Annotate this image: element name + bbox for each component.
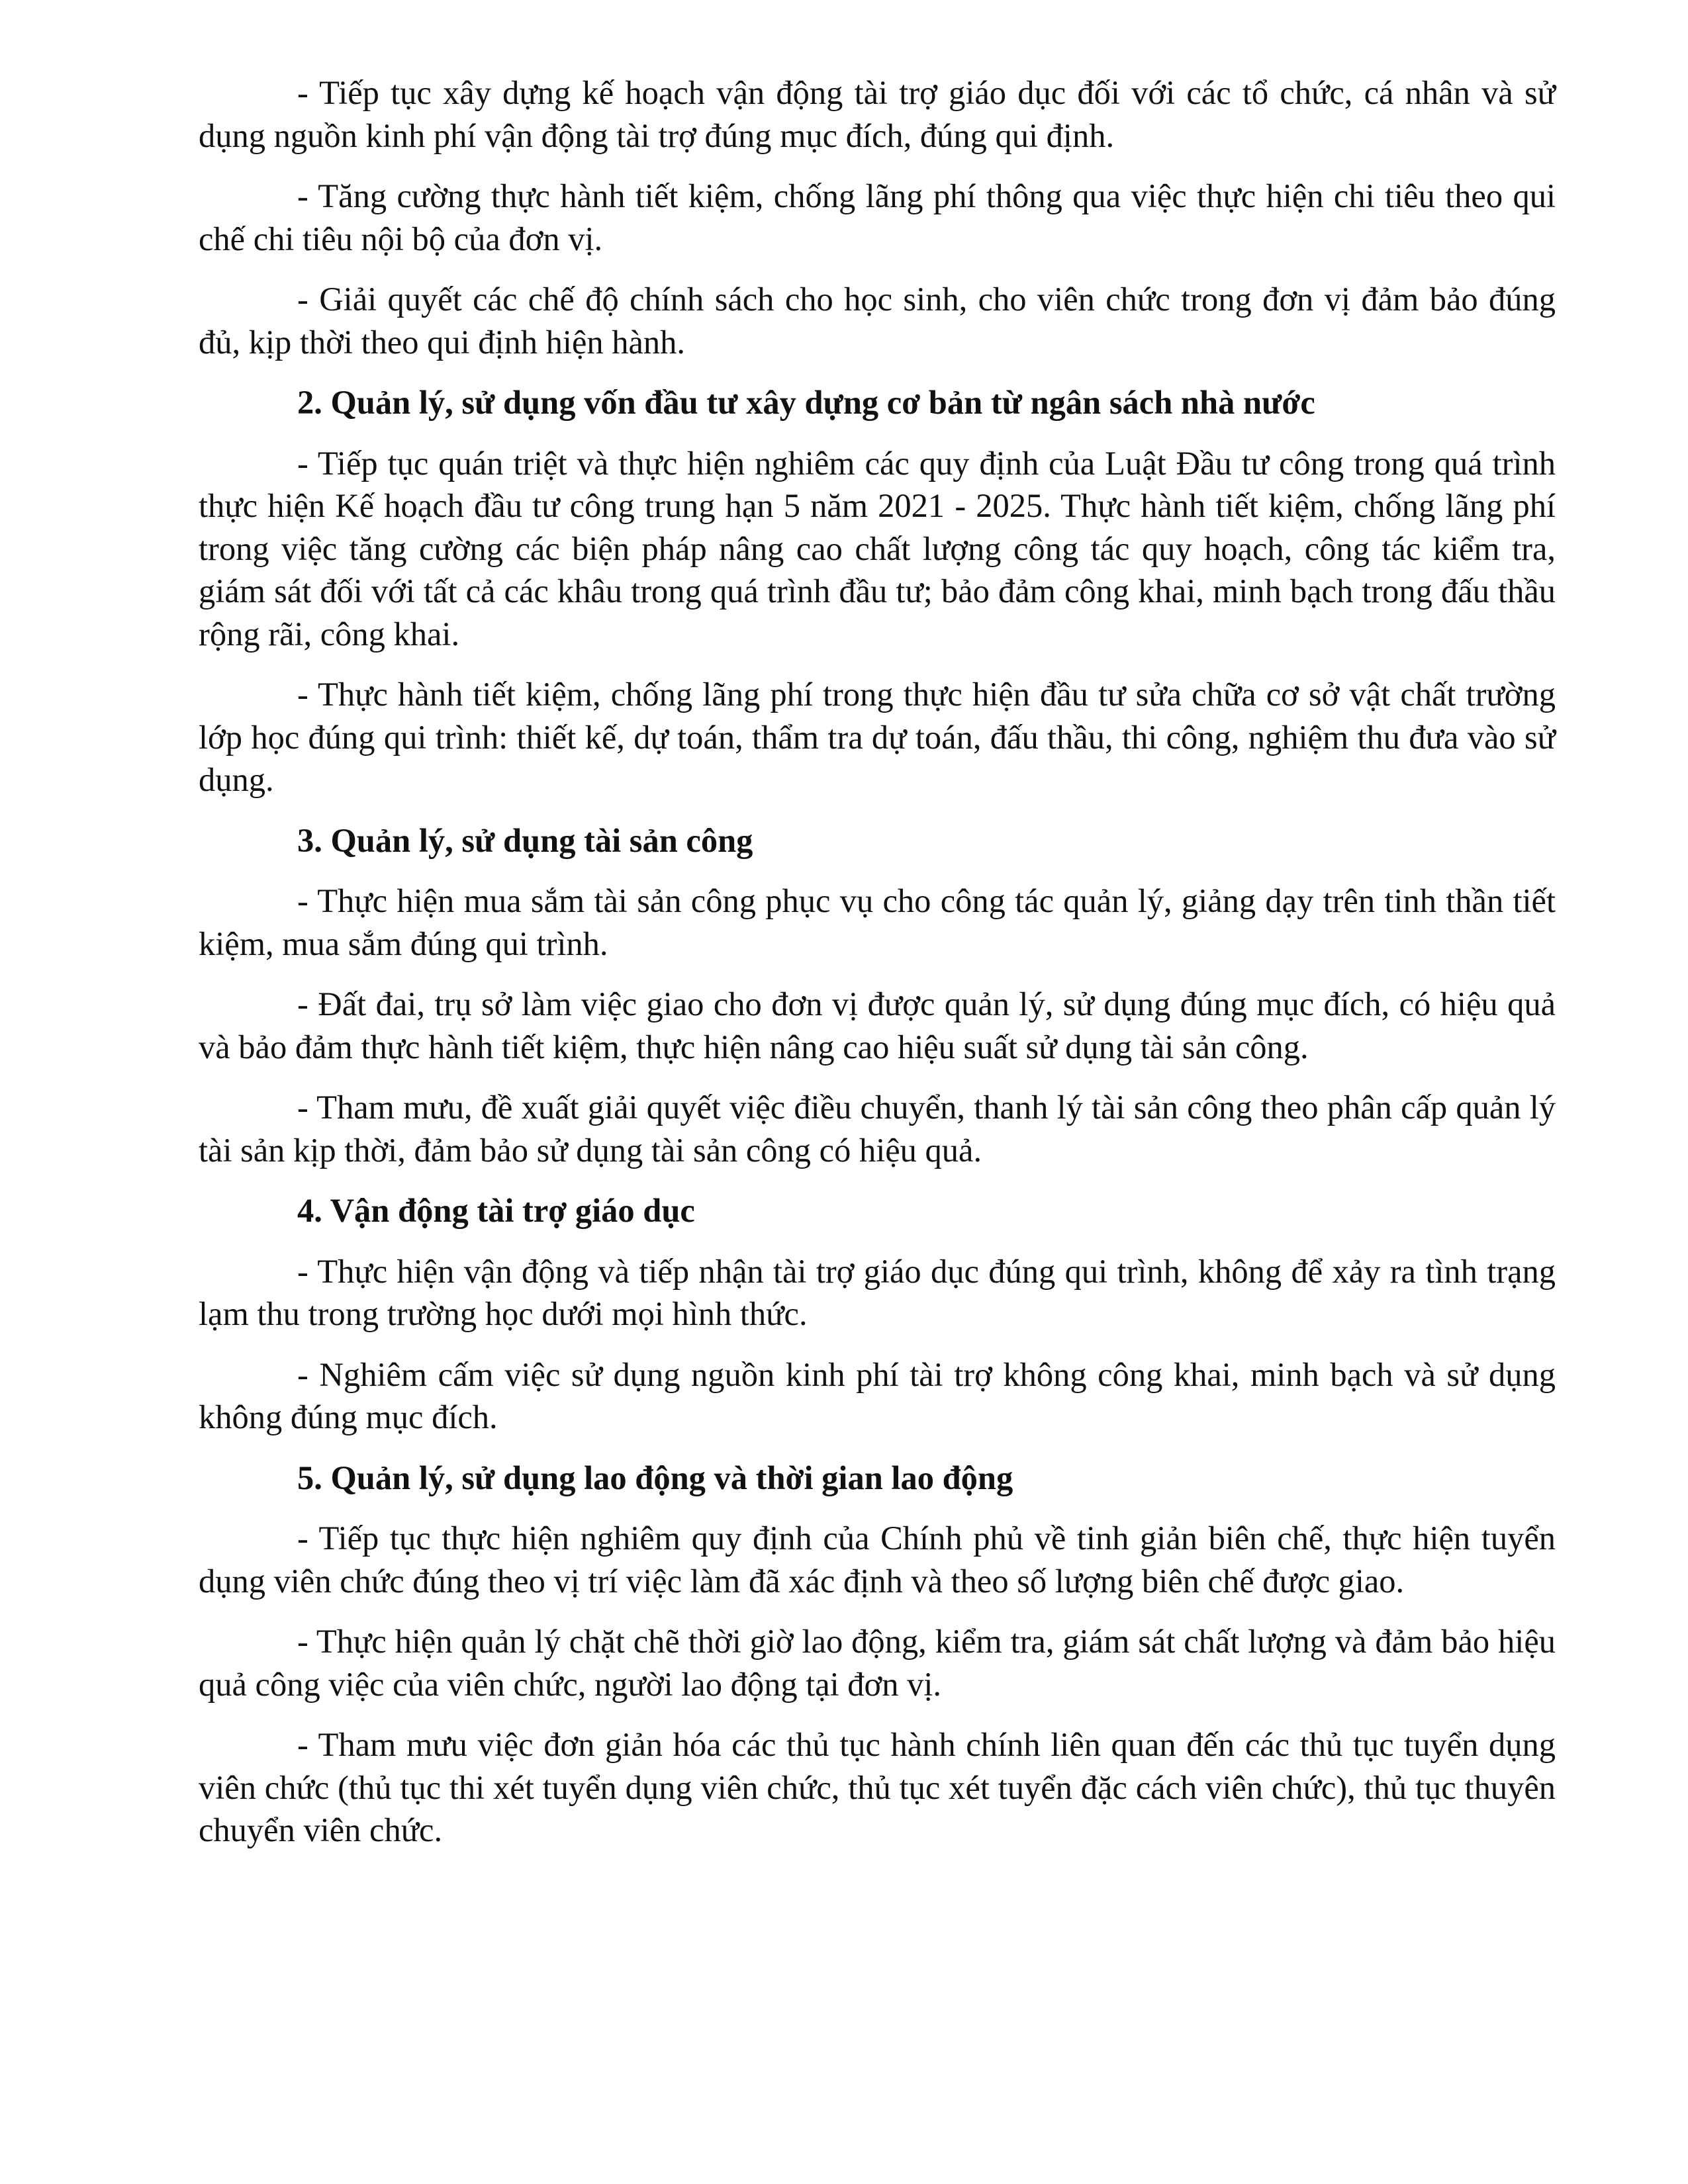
paragraph-land-offices: - Đất đai, trụ sở làm việc giao cho đơn vị được quản lý, sử dụng đúng mục đích, có hiệu quả và bảo đảm thực hành tiết kiệm, thực hiện nâng cao hiệu suất sử dụng tài sản công. — [199, 985, 1556, 1066]
paragraph-admin-procedures: - Tham mưu việc đơn giản hóa các thủ tục hành chính liên quan đến các thủ tục tuyển dụng viên chức (thủ tục thi xét tuyển dụng viên chức, thủ tục xét tuyển đặc cách viên chức), thủ tục thuyên chuyển viên chức. — [199, 1726, 1556, 1848]
paragraph-facility-repair: - Thực hành tiết kiệm, chống lãng phí trong thực hiện đầu tư sửa chữa cơ sở vật chất trường lớp học đúng qui trình: thiết kế, dự toán, thẩm tra dự toán, đấu thầu, thi công, nghiệm thu đưa vào sử dụng. — [199, 676, 1556, 798]
section-heading-investment: 2. Quản lý, sử dụng vốn đầu tư xây dựng cơ bản từ ngân sách nhà nước — [297, 384, 1315, 421]
paragraph-sponsorship-plan: - Tiếp tục xây dựng kế hoạch vận động tài trợ giáo dục đối với các tổ chức, cá nhân và sử dụng nguồn kinh phí vận động tài trợ đúng mục đích, đúng qui định. — [199, 74, 1556, 154]
paragraph-thrift-spending: - Tăng cường thực hành tiết kiệm, chống lãng phí thông qua việc thực hiện chi tiêu theo qui chế chi tiêu nội bộ của đơn vị. — [199, 177, 1556, 257]
paragraph-sponsorship-receipt: - Thực hiện vận động và tiếp nhận tài trợ giáo dục đúng qui trình, không để xảy ra tình trạng lạm thu trong trường học dưới mọi hình thức. — [199, 1252, 1556, 1332]
paragraph-asset-transfer: - Tham mưu, đề xuất giải quyết việc điều chuyển, thanh lý tài sản công theo phân cấp quản lý tài sản kịp thời, đảm bảo sử dụng tài sản công có hiệu quả. — [199, 1089, 1556, 1169]
section-heading-labor: 5. Quản lý, sử dụng lao động và thời gian lao động — [297, 1459, 1013, 1496]
section-heading-public-assets: 3. Quản lý, sử dụng tài sản công — [297, 821, 753, 859]
document-page — [199, 71, 1556, 1870]
paragraph-policy-regimes: - Giải quyết các chế độ chính sách cho học sinh, cho viên chức trong đơn vị đảm bảo đúng đủ, kịp thời theo qui định hiện hành. — [199, 281, 1556, 361]
paragraph-sponsorship-prohibition: - Nghiêm cấm việc sử dụng nguồn kinh phí tài trợ không công khai, minh bạch và sử dụng không đúng mục đích. — [199, 1355, 1556, 1435]
section-heading-education-sponsorship: 4. Vận động tài trợ giáo dục — [297, 1192, 695, 1229]
paragraph-working-hours: - Thực hiện quản lý chặt chẽ thời giờ lao động, kiểm tra, giám sát chất lượng và đảm bảo hiệu quả công việc của viên chức, người lao động tại đơn vị. — [199, 1623, 1556, 1703]
paragraph-public-investment-law: - Tiếp tục quán triệt và thực hiện nghiêm các quy định của Luật Đầu tư công trong quá trình thực hiện Kế hoạch đầu tư công trung hạn 5 năm 2021 - 2025. Thực hành tiết kiệm, chống lãng phí trong việc tăng cường các biện pháp nâng cao chất lượng công tác quy hoạch, công tác kiểm tra, giám sát đối với tất cả các khâu trong quá trình đầu tư; bảo đảm công khai, minh bạch trong đấu thầu rộng rãi, công khai. — [199, 444, 1556, 653]
paragraph-asset-procurement: - Thực hiện mua sắm tài sản công phục vụ cho công tác quản lý, giảng dạy trên tinh thần tiết kiệm, mua sắm đúng qui trình. — [199, 882, 1556, 962]
paragraph-staff-streamlining: - Tiếp tục thực hiện nghiêm quy định của Chính phủ về tinh giản biên chế, thực hiện tuyển dụng viên chức đúng theo vị trí việc làm đã xác định và theo số lượng biên chế được giao. — [199, 1520, 1556, 1600]
